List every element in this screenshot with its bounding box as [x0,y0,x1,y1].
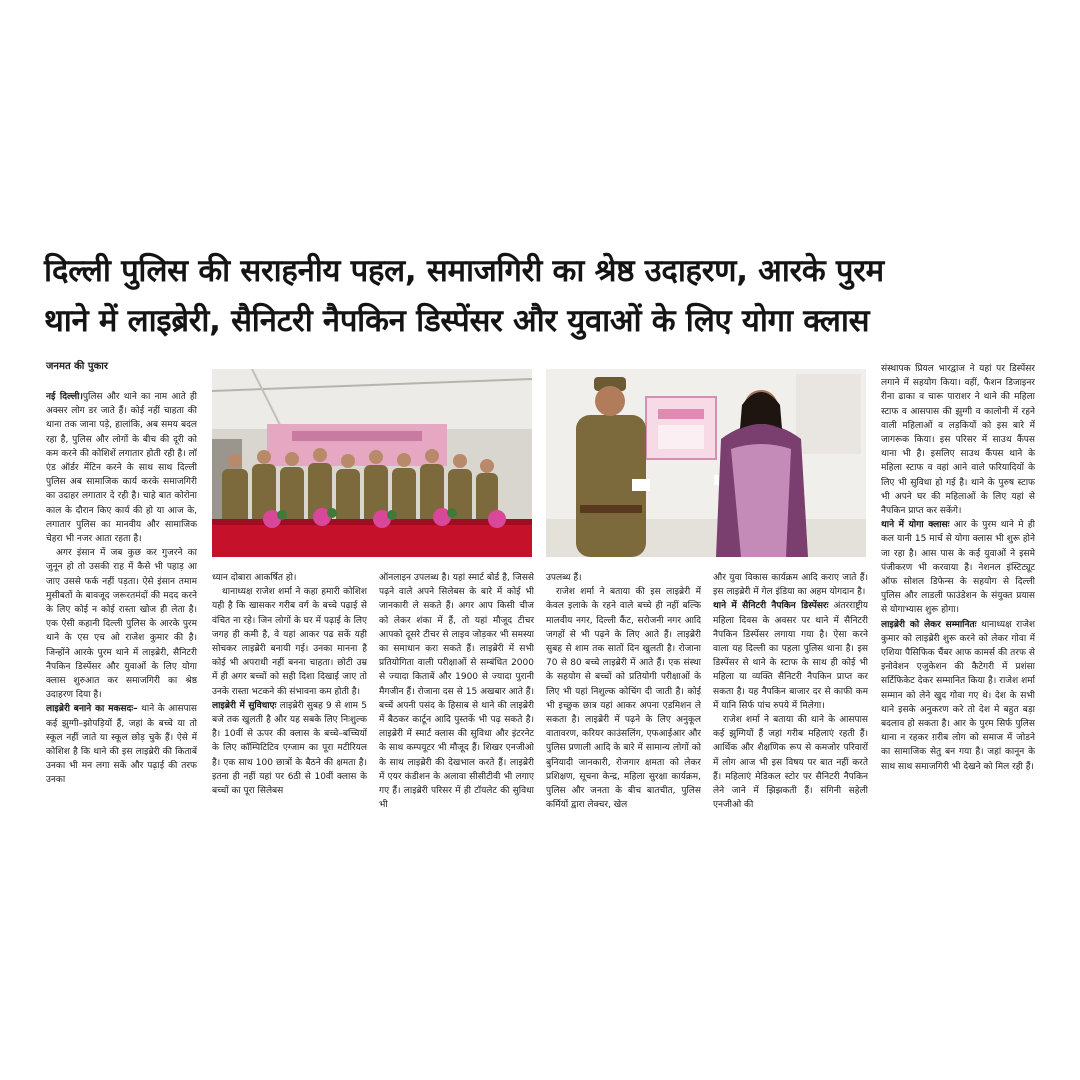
handover-photo [546,369,866,557]
subheading: लाइब्रेरी बनाने का मकसदः– [46,704,138,715]
paragraph: उपलब्ध हैं। [546,573,582,583]
column-5 [713,571,868,911]
column-4 [546,571,701,911]
paragraph: लाइब्रेरी बनाने का मकसदः– थाने के आसपास कई झुग्गी–झोपड़ियों हैं, जहां के बच्चे या तो स्कूल नहीं जाते या स्कूल छोड़ चुके हैं। ऐसे में कोशिश है कि थाने की इस लाइब्रेरी की किताबें उनका भी मन लगा सकें और पढ़ाई की तरफ उनका [46,704,197,786]
headline-line-1: दिल्ली पुलिस की सराहनीय पहल, समाजगिरी का श्रेष्ठ उदाहरण, आरके पुरम [44,253,884,289]
paragraph: संस्थापक प्रियल भारद्वाज ने यहां पर डिस्पेंसर लगाने में सहयोग किया। वहीं, फैशन डिजाइनर रीना ढाका व चारू पाराशर ने थाने की महिला स्टाफ व आसपास की झुग्गी व कालोनी में रहने वाली महिलाओं व लड़कियों को इस बारे में जागरूक किया। इस परिसर में साउथ कैंपस थाना भी है। इसलिए साउथ कैंपस थाने के महिला स्टाफ व वहां आने वाले फरियादियों के लिए भी सुविधा हो गई है। थाने के पुरुष स्टाफ भी अपने घर की महिलाओं के लिए यहां से नैपकिन प्राप्त कर सकेंगे। [881,364,1035,517]
paragraph: अगर इंसान में जब कुछ कर गुजरने का जुनून हो तो उसकी राह में कैसे भी पहाड़ आ जाए उससे फर्क नहीं पड़ता। ऐसे इंसान तमाम मुसीबतों के बावजूद जरूरतमंदों की मदद करने के लिए कोई न कोई रास्ता खोज ही लेता है। एक ऐसी कहानी दिल्ली पुलिस के आरके पुरम थाने के एस एच ओ राजेश कुमार की है। जिन्होंने आरके पुरम थाने में लाइब्रेरी, सैनिटरी नैपकिन डिस्पेंसर और युवाओं के लिए योगा क्लास शुरुआत कर समाजगिरी का श्रेष्ठ उदाहरण दिया है। [46,548,197,701]
paragraph: लाइब्रेरी में सुविधाएः लाइब्रेरी सुबह 9 से शाम 5 बजे तक खुलती है और यह सबके लिए निःशुल्क है। 10वीं से ऊपर की क्लास के बच्चे–बच्चियों के लिए कॉम्पिटिटिव एग्जाम का पूरा मटीरियल है। एक साथ 100 छात्रों के बैठने की क्षमता है। इतना ही नहीं यहां पर 6ठी से 10वीं क्लास के बच्चों का पूरा सिलेबस [212,700,367,797]
paragraph: लाइब्रेरी को लेकर सम्मानितः थानाध्यक्ष राजेश कुमार को लाइब्रेरी शुरू करने को लेकर गोवा में एशिया पैसिफिक चैंबर आफ कामर्स की तरफ से इनोवेशन एजुकेशन की कैटेगरी में प्रशंसा सर्टिफिकेट देकर सम्मानित किया है। राजेश शर्मा सम्मान को लेने खुद गोवा गए थे। देश के सभी थाने इसके अनुकरण करे तो देश मे बहुत बड़ा बदलाव हो सकता है। आर के पुरम सिर्फ पुलिस थाना न रहकर ग़रीब लोग को समाज में जोडने का सामाजिक सेतु बन गया है। जहां कानून के साथ साथ समाजगिरी भी देखने को मिल रही हैं। [881,619,1035,772]
paragraph: ऑनलाइन उपलब्ध है। यहां स्मार्ट बोर्ड है, जिससे पढ़ने वाले अपने सिलेबस के बारे में कोई भी जानकारी ले सकते हैं। अगर आप किसी चीज को लेकर शंका में हैं, तो यहां मौजूद टीचर आपको दूसरे टीचर से लाइव जोड़कर भी समस्या का समाधान करा सकते हैं। लाइब्रेरी में सभी प्रतियोगिता वाली परीक्षाओं से सम्बंधित 2000 से ज्यादा किताबें और 1900 से ज्यादा पुरानी मैगजीन हैं। रोजाना दस से 15 अखबार आते हैं। बच्चें अपनी पसंद के हिसाब से थाने की लाइब्रेरी में बैठकर कार्टून आदि पुस्तकें भी पढ़ सकते है। लाइब्रेरी में स्मार्ट क्लास की सुविधा और इंटरनेट के साथ कम्पयूटर भी मौजूद हैं। शिखर एनजीओ के साथ लाइब्रेरी की देखभाल करते हैं। लाइब्रेरी में एयर कंडीशन के अलावा सीसीटीवी भी लगाए गए हैं। लाइब्रेरी परिसर में ही टॉयलेट की सुविधा भी [379,573,534,811]
paragraph: थानाध्यक्ष राजेश शर्मा ने कहा हमारी कोशिश यही है कि खासकर गरीब वर्ग के बच्चे पढ़ाई से वंचित ना रहे। जिन लोगों के घर में पढ़ाई के लिए जगह ही कमी है, वे यहां आकर पढ सकें यही सोचकर लाइब्रेरी बनायी गई। उनका मानना है कोई भी अपराधी नहीं बनना चाहता। छोटी उम्र में ही अगर बच्चों को सही दिशा दिखाई जाए तो उनके रास्ता भटकने की संभावना कम होती है। [212,587,367,697]
article-headline [44,246,1044,346]
column-6 [881,362,1035,910]
paragraph: थाने में सैनिटरी नैपकिन डिस्पेंसरः अंतरराष्ट्रीय महिला दिवस के अवसर पर थाने में सैनिटरी नैपकिन डिस्पेंसर लगाया गया है। ऐसा करने वाला यह दिल्ली का पहला पुलिस थाना है। इस डिस्पेंसर से थाने के स्टाफ के साथ ही कोई भी महिला या व्यक्ति सैनिटरी नैपकिन प्राप्त कर सकता है। यह नैपकिन बाजार दर से काफी कम में यानि सिर्फ पांच रुपये में मिलेगा। [713,601,868,711]
paragraph: और युवा विकास कार्यक्रम आदि कराए जाते हैं। इस लाइब्रेरी में गेल इंडिया का अहम योगदान है। [713,573,868,598]
paragraph: राजेश शर्मा ने बताया की इस लाइब्रेरी में केवल इलाके के रहने वाले बच्चे ही नहीं बल्कि मालवीय नगर, दिल्ली कैंट, सरोजनी नगर आदि जगहों से भी पढ़ने के लिए आते हैं। लाइब्रेरी सुबह से शाम तक सातों दिन खुलती है। रोजाना 70 से 80 बच्चे लाइब्रेरी में आते हैं। एक संस्था के सहयोग से बच्चों को प्रतियोगी परीक्षाओं के लिए भी यहां निशुल्क कोचिंग दी जाती है। कोई भी इच्छुक छात्र यहां आकर अपना एडमिशन ले सकता है। लाइब्रेरी में पढ़ने के लिए अनुकूल वातावरण, करियर काउंसलिंग, एफआईआर और पुलिस प्रणाली आदि के बारे में सामान्य लोगों को बुनियादी जानकारी, रोजगार क्षमता को लेकर प्रशिक्षण, सूचना केन्द्र, महिला सुरक्षा कार्यक्रम, पुलिस और जनता के बीच बातचीत, पुलिस कर्मियों द्वारा लेक्चर, खेल [546,587,701,811]
headline-line-2: थाने में लाइब्रेरी, सैनिटरी नैपकिन डिस्पेंसर और युवाओं के लिए योगा क्लास [44,303,870,339]
group-photo [212,369,532,557]
paragraph: नई दिल्ली।पुलिस और थाने का नाम आते ही अक्सर लोग डर जाते हैं। कोई नहीं चाहता की थाना तक जाना पड़े, हालांकि, अब समय बदल रहा है, पुलिस और लोगों के बीच की दूरी को कम करने की कोशिशें लगातार होती रही है। लॉ एंड ऑर्डर मेंटिन करने के साथ साथ दिल्ली पुलिस अब सामाजिक कार्य करके समाजगिरी का उदाहर लगातार दे रही है। चाहे बात कोरोना काल के दौरान किए कार्य की हो या आज के, लगातार पुलिस का मानवीय और सामाजिक चेहरा भी नजर आता रहता है। [46,392,197,545]
dateline: नई दिल्ली। [46,392,83,402]
subheading: लाइब्रेरी को लेकर सम्मानितः [881,619,977,630]
column-2 [212,571,367,911]
paragraph: थाने में योगा क्लासः आर के पुरम थाने मे ही कल यानी 15 मार्च से योगा क्लास भी शुरू होने जा रहा है। आस पास के कई युवाओं ने इसमे पंजीकरण भी करवाया है। नेशनल इंस्टिट्यूट ऑफ सोशल डिफेन्स के सहयोग से दिल्ली पुलिस और लाडली फाउंडेशन के संयुक्त प्रयास से योगाभ्यास शुरू होगा। [881,520,1035,616]
paragraph: ध्यान दोबारा आकर्षित हो। [212,573,297,583]
column-1 [46,390,197,910]
byline: जनमत की पुकार [46,361,108,372]
paragraph: राजेश शर्मा ने बताया की थाने के आसपास कई झुग्गियों हैं जहां गरीब महिलाएं रहती हैं। आर्थिक और शैक्षणिक रूप से कमजोर परिवारों में लोग आज भी इस विषय पर बात नहीं करते हैं। महिलाएं मेडिकल स्टोर पर सैनिटरी नैपकिन लेने जाने में झिझकती हैं। संगिनी सहेली एनजीओ की [713,715,868,811]
column-3 [379,571,534,911]
subheading: थाने में योगा क्लासः [881,520,950,531]
subheading: थाने में सैनिटरी नैपकिन डिस्पेंसरः [713,601,829,612]
subheading: लाइब्रेरी में सुविधाएः [212,700,277,711]
